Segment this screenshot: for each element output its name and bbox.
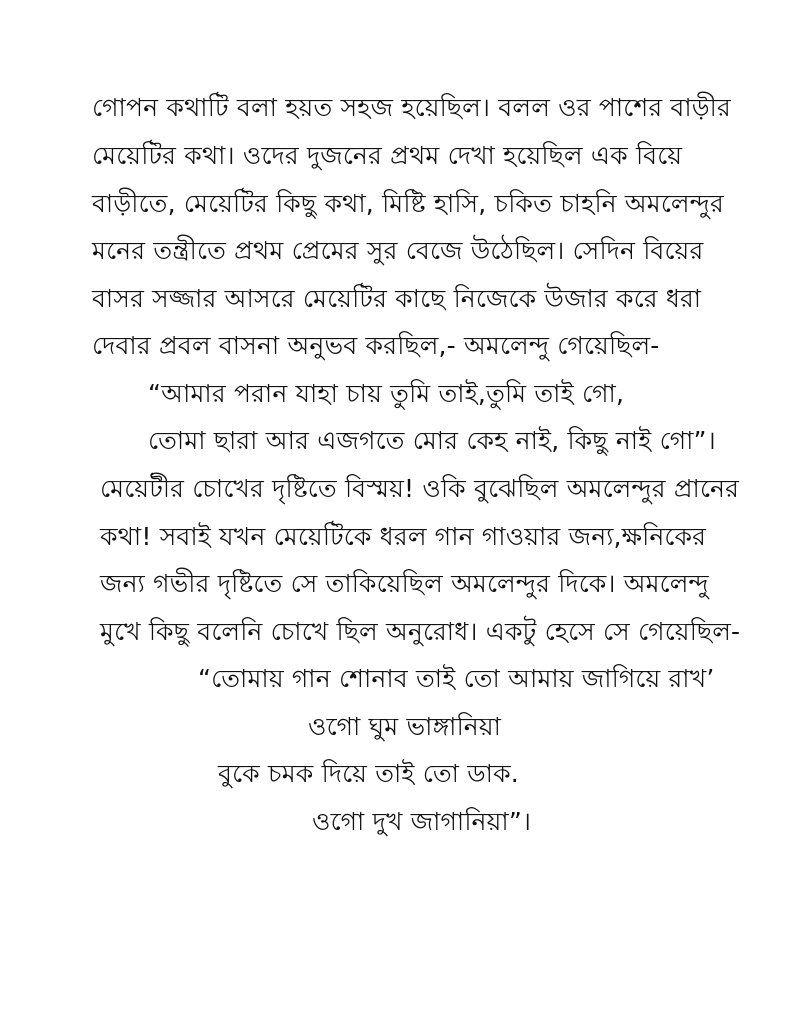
paragraph-1-line-1: গোপন কথাটি বলা হয়ত সহজ হয়েছিল। বলল ওর পাশের বাড়ীর <box>92 93 731 122</box>
paragraph-2-line-2: কথা! সবাই যখন মেয়েটিকে ধরল গান গাওয়ার জন্য,ক্ষনিকের <box>100 522 707 551</box>
song-1-line-1: “আমার পরান যাহা চায় তুমি তাই,তুমি তাই গো, <box>148 379 625 408</box>
paragraph-1-line-3: বাড়ীতে, মেয়েটির কিছু কথা, মিষ্টি হাসি, চকিত চাহনি অমলেন্দুর <box>92 189 724 218</box>
paragraph-1-line-2: মেয়েটির কথা। ওদের দুজনের প্রথম দেখা হয়েছিল এক বিয়ে <box>92 141 683 170</box>
paragraph-1-line-5: বাসর সজ্জার আসরে মেয়েটির কাছে নিজেকে উজার করে ধরা <box>92 284 702 313</box>
paragraph-2-line-3: জন্য গভীর দৃষ্টিতে সে তাকিয়েছিল অমলেন্দুর দিকে। অমলেন্দু <box>100 569 709 598</box>
paragraph-1-line-6: দেবার প্রবল বাসনা অনুভব করছিল,- অমলেন্দু গেয়েছিল- <box>92 331 660 360</box>
song-1-line-2: তোমা ছারা আর এজগতে মোর কেহ নাই, কিছু নাই গো”। <box>148 426 716 455</box>
song-2-line-3: বুকে চমক দিয়ে তাই তো ডাক. <box>218 759 519 788</box>
paragraph-2-line-1: মেয়েটীর চোখের দৃষ্টিতে বিস্ময়! ওকি বুঝেছিল অমলেন্দুর প্রানের <box>100 474 740 503</box>
paragraph-1-line-4: মনের তন্ত্রীতে প্রথম প্রেমের সুর বেজে উঠেছিল। সেদিন বিয়ের <box>92 236 704 265</box>
song-2-line-1: “তোমায় গান শোনাব তাই তো আমায় জাগিয়ে রাখ’ <box>198 664 715 693</box>
song-2-line-2: ওগো ঘুম ভাঙ্গানিয়া <box>308 712 502 741</box>
song-2-line-4: ওগো দুখ জাগানিয়া”। <box>312 807 532 836</box>
paragraph-2-line-4: মুখে কিছু বলেনি চোখে ছিল অনুরোধ। একটু হেসে সে গেয়েছিল- <box>100 617 741 646</box>
